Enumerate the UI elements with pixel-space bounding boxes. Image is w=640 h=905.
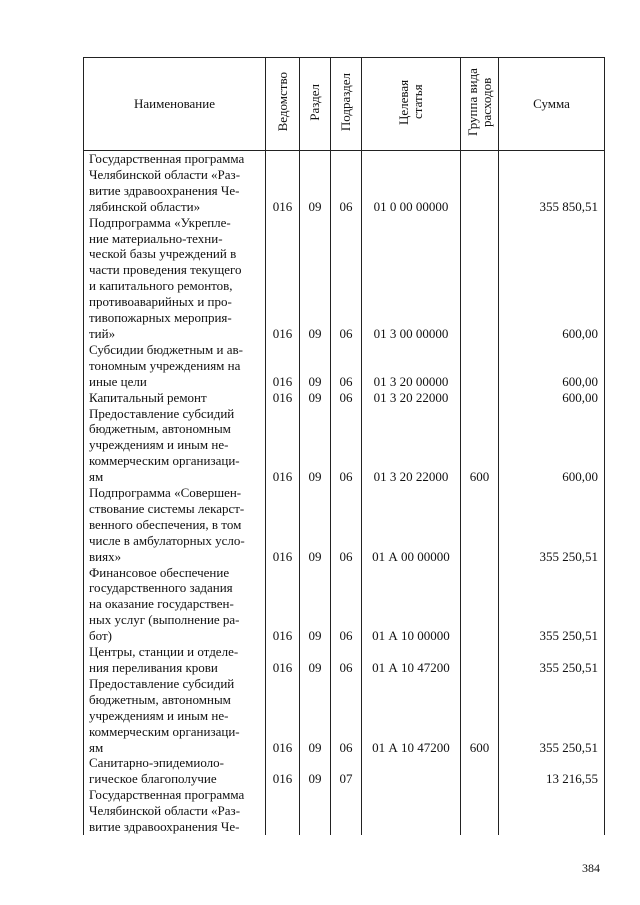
row-name-line: венного обеспечения, в том [89,516,242,532]
row-name-line: тономным учреждениям на [89,357,241,373]
row-vedomstvo: 016 [266,215,300,342]
row-name-line: части проведения текущего [89,262,242,278]
row-name-line: Капитальный ремонт [89,389,207,405]
row-name-line: и капитального ремонтов, [89,278,233,294]
row-name-line: виях» [89,548,122,564]
row-vedomstvo: 016 [266,755,300,787]
row-razdel: 09 [300,406,331,486]
row-name-line: бюджетным, автономным [89,691,231,707]
header-vedomstvo: Ведомство [266,58,300,151]
table-row [84,644,605,676]
row-vedomstvo: 016 [266,390,300,406]
page-number: 384 [582,861,600,875]
table-row [84,485,605,565]
table-row [84,342,605,390]
row-name-line: ние материально-техни- [89,230,223,246]
row-gruppa [461,485,499,565]
row-celevaya-statya: 01 А 10 47200 [362,644,461,676]
row-vedomstvo: 016 [266,151,300,215]
row-name-line: ям [89,469,104,485]
table-row [84,406,605,486]
row-name-line: коммерческим организаци- [89,723,240,739]
row-celevaya-statya: 01 3 20 22000 [362,406,461,486]
row-celevaya-statya: 01 3 00 00000 [362,215,461,342]
row-summa: 600,00 [499,342,605,390]
row-celevaya-statya: 01 А 00 00000 [362,485,461,565]
row-name-line: ческой базы учреждений в [89,246,237,262]
row-podrazdel: 06 [331,565,362,645]
budget-table [83,57,605,835]
row-summa: 355 250,51 [499,676,605,756]
row-name [84,644,266,676]
row-podrazdel: 06 [331,390,362,406]
row-name-line: государственного задания [89,580,233,596]
table-row [84,151,605,215]
row-name [84,565,266,645]
row-summa: 355 250,51 [499,565,605,645]
row-razdel: 09 [300,342,331,390]
row-gruppa [461,342,499,390]
row-summa [499,787,605,835]
row-name-line: ствование системы лекарст- [89,500,245,516]
row-razdel: 09 [300,565,331,645]
row-razdel: 09 [300,644,331,676]
table-row [84,787,605,835]
table-row [84,676,605,756]
row-name [84,215,266,342]
row-razdel: 09 [300,485,331,565]
row-podrazdel: 06 [331,406,362,486]
row-gruppa [461,787,499,835]
row-name [84,342,266,390]
row-name-line: Государственная программа [89,787,245,803]
row-name-line: Государственная программа [89,151,245,166]
row-podrazdel: 06 [331,644,362,676]
row-podrazdel: 07 [331,755,362,787]
row-razdel: 09 [300,390,331,406]
row-gruppa [461,644,499,676]
row-name-line: витие здравоохранения Че- [89,182,240,198]
row-gruppa: 600 [461,676,499,756]
row-podrazdel: 06 [331,342,362,390]
row-name [84,676,266,756]
row-podrazdel: 06 [331,215,362,342]
row-summa: 13 216,55 [499,755,605,787]
row-vedomstvo: 016 [266,676,300,756]
row-summa: 600,00 [499,406,605,486]
header-razdel: Раздел [300,58,331,151]
row-name-line: Подпрограмма «Совершен- [89,485,242,501]
row-name-line: Центры, станции и отделе- [89,644,239,660]
row-vedomstvo: 016 [266,644,300,676]
row-name-line: ям [89,739,104,755]
row-summa: 355 250,51 [499,485,605,565]
row-name-line: противоаварийных и про- [89,294,232,310]
row-name [84,755,266,787]
table-row [84,390,605,406]
header-summa: Сумма [499,58,605,151]
row-summa: 600,00 [499,390,605,406]
row-name-line: ния переливания крови [89,660,218,675]
table-header-row [84,58,605,151]
row-gruppa [461,390,499,406]
row-vedomstvo: 016 [266,565,300,645]
row-name [84,406,266,486]
row-name-line: Предоставление субсидий [89,405,235,421]
row-celevaya-statya [362,787,461,835]
row-vedomstvo: 016 [266,342,300,390]
row-gruppa [461,215,499,342]
row-name-line: Финансовое обеспечение [89,564,230,580]
row-name-line: бот) [89,628,112,644]
row-name-line: коммерческим организаци- [89,453,240,469]
row-razdel: 09 [300,215,331,342]
row-name-line: Санитарно-эпидемиоло- [89,755,224,771]
row-name-line: на оказание государствен- [89,596,234,612]
row-name-line: лябинской области» [89,198,201,214]
row-celevaya-statya: 01 3 20 22000 [362,390,461,406]
row-name-line: ных услуг (выполнение ра- [89,612,240,628]
header-name: Наименование [84,58,266,151]
row-vedomstvo: 016 [266,406,300,486]
row-gruppa [461,565,499,645]
row-celevaya-statya: 01 3 20 00000 [362,342,461,390]
row-celevaya-statya: 01 0 00 00000 [362,151,461,215]
table-row [84,565,605,645]
row-celevaya-statya [362,755,461,787]
row-name-line: Субсидии бюджетным и ав- [89,341,243,357]
row-name-line: Подпрограмма «Укрепле- [89,214,231,230]
header-podrazdel: Подраздел [331,58,362,151]
row-name [84,390,266,406]
row-vedomstvo: 016 [266,485,300,565]
row-gruppa: 600 [461,406,499,486]
row-razdel: 09 [300,676,331,756]
row-summa: 355 850,51 [499,151,605,215]
row-name [84,151,266,215]
row-name-line: Предоставление субсидий [89,675,235,691]
row-podrazdel [331,787,362,835]
row-summa: 355 250,51 [499,644,605,676]
table-row [84,755,605,787]
row-razdel [300,787,331,835]
row-podrazdel: 06 [331,485,362,565]
row-gruppa [461,151,499,215]
row-name-line: учреждениям и иным не- [89,707,229,723]
header-gruppa-vida-rashodov: Группа вида расходов [461,58,499,151]
row-celevaya-statya: 01 А 10 47200 [362,676,461,756]
row-podrazdel: 06 [331,676,362,756]
row-summa: 600,00 [499,215,605,342]
row-gruppa [461,755,499,787]
row-name-line: гическое благополучие [89,771,217,787]
row-name-line: числе в амбулаторных усло- [89,532,245,548]
header-celevaya-statya: Целевая статья [362,58,461,151]
row-name-line: Челябинской области «Раз- [89,803,241,819]
row-razdel: 09 [300,755,331,787]
row-name-line: витие здравоохранения Че- [89,819,240,835]
row-name-line: бюджетным, автономным [89,421,231,437]
row-name-line: тий» [89,325,116,341]
row-name-line: иные цели [89,373,147,389]
row-celevaya-statya: 01 А 10 00000 [362,565,461,645]
row-name [84,787,266,835]
row-name-line: учреждениям и иным не- [89,437,229,453]
table-row [84,215,605,342]
row-name-line: тивопожарных мероприя- [89,310,232,326]
row-vedomstvo [266,787,300,835]
row-name-line: Челябинской области «Раз- [89,166,241,182]
row-razdel: 09 [300,151,331,215]
row-name [84,485,266,565]
row-podrazdel: 06 [331,151,362,215]
